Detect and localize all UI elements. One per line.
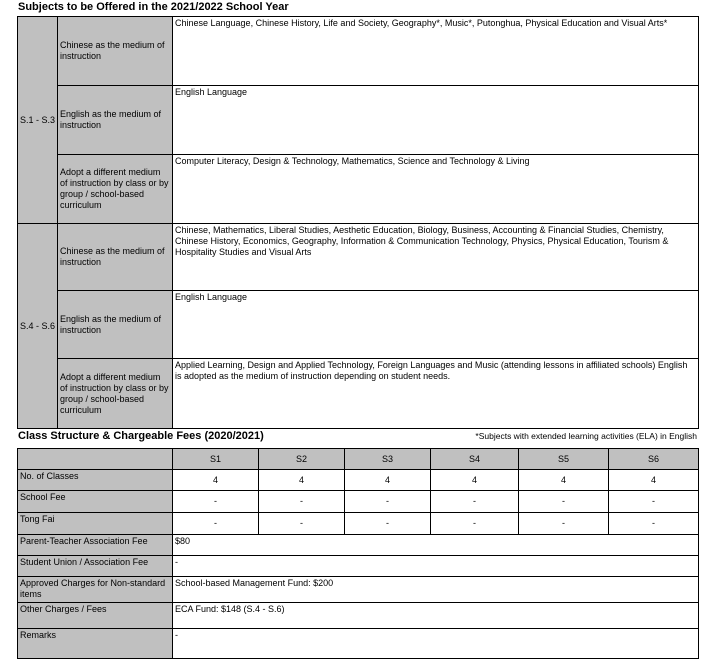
table-row (18, 224, 699, 291)
row-label: Other Charges / Fees (18, 603, 173, 629)
table-row (18, 86, 699, 155)
fees-table (17, 448, 699, 659)
subjects-cell: Computer Literacy, Design & Technology, Mathematics, Science and Technology & Living (173, 155, 699, 224)
value-cell: - (173, 491, 259, 513)
value-cell: - (173, 513, 259, 535)
value-cell: 4 (259, 470, 345, 491)
medium-cell: English as the medium of instruction (58, 291, 173, 359)
column-header: S6 (609, 449, 699, 470)
medium-cell: Chinese as the medium of instruction (58, 17, 173, 86)
value-cell: ECA Fund: $148 (S.4 - S.6) (173, 603, 699, 629)
column-header: S1 (173, 449, 259, 470)
table-row (18, 629, 699, 659)
row-label: Parent-Teacher Association Fee (18, 535, 173, 556)
value-cell: - (609, 491, 699, 513)
value-cell: 4 (609, 470, 699, 491)
header-blank-cell (18, 449, 173, 470)
value-cell: - (345, 513, 431, 535)
value-cell: - (345, 491, 431, 513)
fees-title: Class Structure & Chargeable Fees (2020/2021) (18, 430, 264, 442)
medium-cell: English as the medium of instruction (58, 86, 173, 155)
subjects-cell: Chinese, Mathematics, Liberal Studies, Aesthetic Education, Biology, Business, Accounting & Financial Studies, Chemistry, Chinese History, Economics, Geography, Information & Communication Technology, Physics, Physical Education, Tourism & Hospitality Studies and Visual Arts (173, 224, 699, 291)
value-cell: - (259, 513, 345, 535)
value-cell: - (519, 491, 609, 513)
value-cell: 4 (345, 470, 431, 491)
row-label: Tong Fai (18, 513, 173, 535)
level-cell: S.4 - S.6 (18, 224, 58, 429)
table-row (18, 513, 699, 535)
value-cell: - (431, 491, 519, 513)
value-cell: - (173, 556, 699, 577)
row-label: Remarks (18, 629, 173, 659)
table-row (18, 535, 699, 556)
subjects-title: Subjects to be Offered in the 2021/2022 School Year (18, 1, 289, 13)
subjects-table (17, 16, 699, 429)
table-row (18, 491, 699, 513)
value-cell: 4 (431, 470, 519, 491)
value-cell: - (609, 513, 699, 535)
ela-note: *Subjects with extended learning activities (ELA) in English (475, 431, 697, 441)
table-row (18, 577, 699, 603)
column-header: S4 (431, 449, 519, 470)
subjects-cell: Chinese Language, Chinese History, Life and Society, Geography*, Music*, Putonghua, Physical Education and Visual Arts* (173, 17, 699, 86)
row-label: Approved Charges for Non-standard items (18, 577, 173, 603)
level-cell: S.1 - S.3 (18, 17, 58, 224)
medium-cell: Adopt a different medium of instruction by class or by group / school-based curriculum (58, 359, 173, 429)
row-label: No. of Classes (18, 470, 173, 491)
row-label: Student Union / Association Fee (18, 556, 173, 577)
subjects-cell: Applied Learning, Design and Applied Technology, Foreign Languages and Music (attending lessons in affiliated schools) English is adopted as the medium of instruction depending on student needs. (173, 359, 699, 429)
value-cell: - (173, 629, 699, 659)
column-header: S3 (345, 449, 431, 470)
table-row (18, 359, 699, 429)
subjects-cell: English Language (173, 86, 699, 155)
value-cell: School-based Management Fund: $200 (173, 577, 699, 603)
value-cell: 4 (173, 470, 259, 491)
table-row (18, 603, 699, 629)
value-cell: - (519, 513, 609, 535)
table-row (18, 155, 699, 224)
table-row (18, 556, 699, 577)
value-cell: 4 (519, 470, 609, 491)
column-header: S2 (259, 449, 345, 470)
table-header-row (18, 449, 699, 470)
row-label: School Fee (18, 491, 173, 513)
value-cell: - (259, 491, 345, 513)
value-cell: $80 (173, 535, 699, 556)
medium-cell: Adopt a different medium of instruction by class or by group / school-based curriculum (58, 155, 173, 224)
table-row (18, 470, 699, 491)
table-row (18, 291, 699, 359)
medium-cell: Chinese as the medium of instruction (58, 224, 173, 291)
table-row (18, 17, 699, 86)
value-cell: - (431, 513, 519, 535)
column-header: S5 (519, 449, 609, 470)
subjects-cell: English Language (173, 291, 699, 359)
